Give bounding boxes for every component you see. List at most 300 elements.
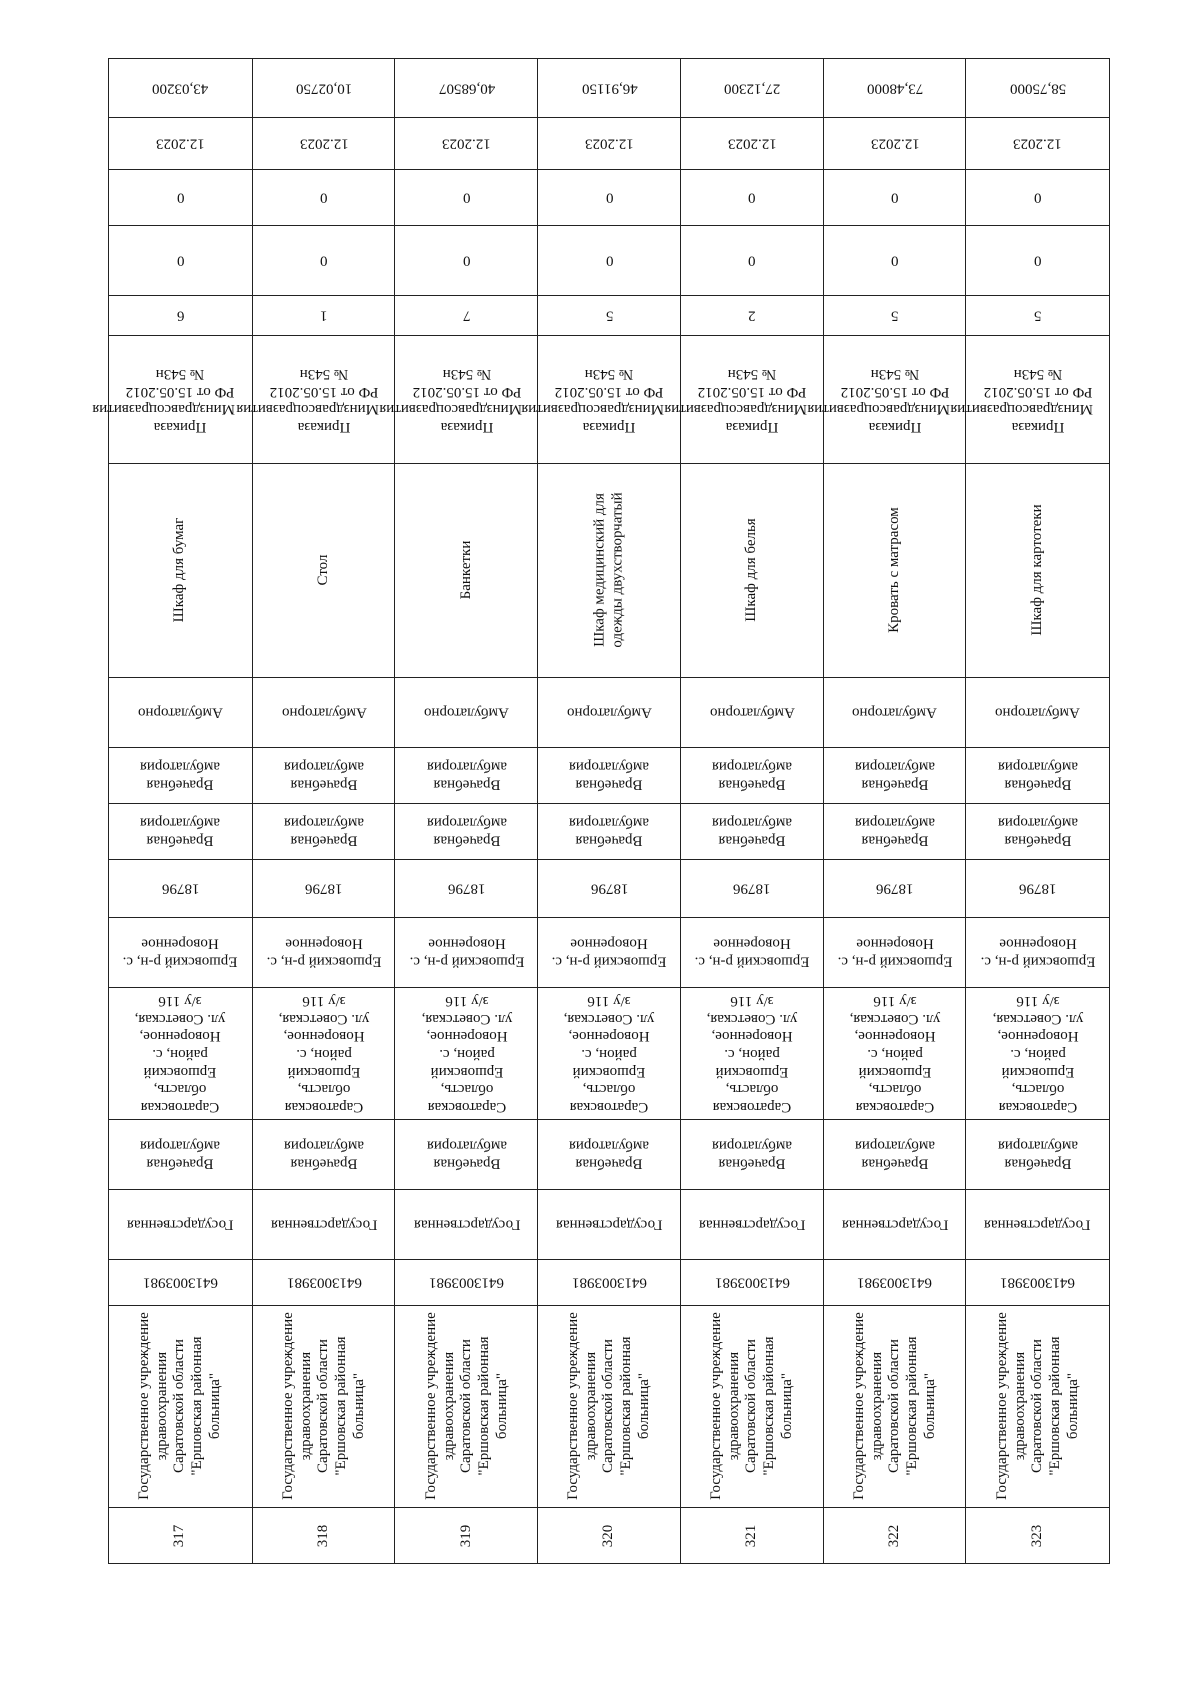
cell-text-c2: 0 xyxy=(1033,252,1042,269)
cell-code xyxy=(681,859,824,917)
cell-text-form: Государственная xyxy=(270,1216,378,1233)
cell-equipment xyxy=(966,463,1109,677)
cell-qty xyxy=(395,295,538,335)
table-row xyxy=(949,59,1109,1563)
row-divider xyxy=(253,463,396,464)
row-divider xyxy=(824,1259,967,1260)
cell-text-inn: 6413003981 xyxy=(142,1274,218,1291)
cell-care xyxy=(824,677,967,747)
row-divider xyxy=(538,1507,681,1508)
cell-text-district: Ершовский р-н, с. Новоренное xyxy=(837,936,953,970)
cell-text-subdiv2: Врачебная амбулатория xyxy=(997,759,1078,793)
cell-text-c2: 0 xyxy=(605,252,614,269)
row-divider xyxy=(538,677,681,678)
table-row xyxy=(807,59,967,1563)
row-divider xyxy=(109,169,252,170)
cell-org xyxy=(395,1305,538,1507)
cell-num xyxy=(824,1507,967,1565)
row-divider xyxy=(824,747,967,748)
cell-text-org: Государственное учреждение здравоохранения Саратовской области "Ершовская районная больница" xyxy=(565,1312,653,1500)
row-divider xyxy=(109,1507,252,1508)
cell-subdiv xyxy=(681,803,824,859)
cell-text-form: Государственная xyxy=(127,1216,234,1233)
cell-code xyxy=(395,859,538,917)
row-divider xyxy=(395,295,538,296)
cell-text-date: 12.2023 xyxy=(299,135,349,152)
row-divider xyxy=(395,987,538,988)
cell-text-num: 322 xyxy=(886,1524,903,1548)
cell-text-amount: 58,75000 xyxy=(1009,80,1066,97)
cell-text-num: 323 xyxy=(1028,1524,1045,1548)
cell-text-c2: 0 xyxy=(463,252,471,269)
cell-date xyxy=(253,117,396,169)
cell-org xyxy=(966,1305,1109,1507)
row-divider xyxy=(966,747,1109,748)
cell-text-subdiv: Врачебная амбулатория xyxy=(426,815,507,849)
cell-type xyxy=(253,1119,396,1189)
table-row xyxy=(236,59,396,1563)
row-divider xyxy=(681,117,824,118)
cell-text-subdiv2: Врачебная амбулатория xyxy=(140,759,221,793)
cell-care xyxy=(253,677,396,747)
cell-num xyxy=(966,1507,1109,1565)
cell-c2 xyxy=(824,225,967,295)
row-divider xyxy=(109,117,252,118)
cell-text-equipment: Кровать с матрасом xyxy=(886,507,903,633)
cell-form xyxy=(966,1189,1109,1259)
row-divider xyxy=(681,917,824,918)
row-divider xyxy=(395,335,538,336)
cell-equipment xyxy=(253,463,396,677)
row-divider xyxy=(109,859,252,860)
cell-inn xyxy=(824,1259,967,1305)
row-divider xyxy=(538,1189,681,1190)
cell-text-date: 12.2023 xyxy=(1013,135,1062,152)
cell-amount xyxy=(538,59,681,117)
cell-text-subdiv2: Врачебная амбулатория xyxy=(284,759,365,793)
cell-org xyxy=(253,1305,396,1507)
row-divider xyxy=(824,225,967,226)
row-divider xyxy=(824,463,967,464)
cell-text-care: Амбулаторно xyxy=(281,704,367,721)
cell-text-org: Государственное учреждение здравоохранения Саратовской области "Ершовская районная больница" xyxy=(707,1312,795,1500)
cell-care xyxy=(395,677,538,747)
cell-text-form: Государственная xyxy=(984,1216,1091,1233)
cell-care xyxy=(538,677,681,747)
row-divider xyxy=(109,295,252,296)
cell-text-c2: 0 xyxy=(891,252,899,269)
cell-text-org: Государственное учреждение здравоохранения Саратовской области "Ершовская районная больница" xyxy=(136,1312,223,1500)
row-divider xyxy=(538,859,681,860)
row-divider xyxy=(395,463,538,464)
cell-subdiv2 xyxy=(395,747,538,803)
cell-text-equipment: Шкаф медицинский для одежды двухстворчатый xyxy=(591,492,626,648)
cell-equipment xyxy=(395,463,538,677)
cell-form xyxy=(253,1189,396,1259)
row-divider xyxy=(681,1189,824,1190)
cell-text-c1: 0 xyxy=(748,189,756,206)
row-divider xyxy=(824,335,967,336)
cell-text-qty: 2 xyxy=(748,307,756,324)
cell-qty xyxy=(966,295,1109,335)
cell-address xyxy=(681,987,824,1119)
row-divider xyxy=(253,169,396,170)
cell-text-subdiv: Врачебная амбулатория xyxy=(569,815,650,849)
row-divider xyxy=(824,803,967,804)
cell-text-amount: 40,68507 xyxy=(438,80,495,97)
row-divider xyxy=(253,677,396,678)
table-row xyxy=(521,59,681,1563)
row-divider xyxy=(395,1507,538,1508)
cell-c1 xyxy=(538,169,681,225)
cell-subdiv2 xyxy=(824,747,967,803)
cell-text-subdiv2: Врачебная амбулатория xyxy=(712,759,793,793)
table-row xyxy=(379,59,538,1563)
cell-text-address: Саратовская область, Ершовский район, с. Новоренное, ул. Советская, з/у 116 xyxy=(564,992,655,1115)
cell-org xyxy=(824,1305,967,1507)
row-divider xyxy=(109,225,252,226)
cell-text-org: Государственное учреждение здравоохранения Саратовской области "Ершовская районная больница" xyxy=(850,1312,938,1500)
cell-text-subdiv: Врачебная амбулатория xyxy=(140,815,221,849)
cell-text-type: Врачебная амбулатория xyxy=(712,1138,793,1172)
row-divider xyxy=(966,295,1109,296)
cell-care xyxy=(681,677,824,747)
cell-district xyxy=(395,917,538,987)
cell-text-org: Государственное учреждение здравоохранения Саратовской области "Ершовская районная больница" xyxy=(279,1312,367,1500)
cell-subdiv xyxy=(253,803,396,859)
cell-text-code: 18796 xyxy=(161,880,200,897)
cell-date xyxy=(824,117,967,169)
row-divider xyxy=(824,917,967,918)
cell-org xyxy=(109,1305,252,1507)
cell-text-c2: 0 xyxy=(176,252,185,269)
cell-address xyxy=(538,987,681,1119)
row-divider xyxy=(253,917,396,918)
cell-text-org: Государственное учреждение здравоохранения Саратовской области "Ершовская районная больница" xyxy=(422,1312,510,1500)
cell-text-date: 12.2023 xyxy=(585,135,634,152)
row-divider xyxy=(253,225,396,226)
row-divider xyxy=(395,1119,538,1120)
cell-subdiv2 xyxy=(538,747,681,803)
cell-num xyxy=(253,1507,396,1565)
cell-c2 xyxy=(538,225,681,295)
cell-address xyxy=(253,987,396,1119)
cell-text-qty: 5 xyxy=(1033,307,1042,324)
row-divider xyxy=(681,1305,824,1306)
cell-text-form: Государственная xyxy=(841,1216,949,1233)
cell-subdiv xyxy=(824,803,967,859)
cell-code xyxy=(253,859,396,917)
cell-type xyxy=(966,1119,1109,1189)
cell-text-care: Амбулаторно xyxy=(852,704,938,721)
cell-date xyxy=(966,117,1109,169)
row-divider xyxy=(395,1305,538,1306)
cell-qty xyxy=(253,295,396,335)
cell-text-amount: 73,48000 xyxy=(866,80,924,97)
cell-text-qty: 7 xyxy=(463,307,471,324)
cell-text-type: Врачебная амбулатория xyxy=(569,1138,650,1172)
row-divider xyxy=(681,859,824,860)
cell-text-inn: 6413003981 xyxy=(1000,1274,1076,1291)
cell-text-amount: 27,12300 xyxy=(724,80,781,97)
row-divider xyxy=(966,335,1109,336)
cell-subdiv xyxy=(109,803,252,859)
cell-c2 xyxy=(395,225,538,295)
cell-text-equipment: Шкаф для бумаг xyxy=(171,517,188,623)
cell-text-c1: 0 xyxy=(1033,189,1042,206)
cell-text-basis: Приказа Минздравсоцразвития РФ от 15.05.2012 № 543н xyxy=(236,365,380,435)
row-divider xyxy=(966,1189,1109,1190)
cell-amount xyxy=(109,59,252,117)
cell-form xyxy=(824,1189,967,1259)
cell-c1 xyxy=(824,169,967,225)
row-divider xyxy=(538,747,681,748)
cell-text-org: Государственное учреждение здравоохранения Саратовской области "Ершовская районная больница" xyxy=(993,1312,1081,1500)
cell-c2 xyxy=(253,225,396,295)
cell-num xyxy=(538,1507,681,1565)
cell-subdiv xyxy=(966,803,1109,859)
row-divider xyxy=(109,463,252,464)
cell-date xyxy=(538,117,681,169)
cell-text-basis: Приказа Минздравсоцразвития РФ от 15.05.2012 № 543н xyxy=(379,365,522,435)
table-row xyxy=(92,59,252,1563)
cell-district xyxy=(966,917,1109,987)
cell-equipment xyxy=(538,463,681,677)
cell-text-basis: Приказа Минздравсоцразвития РФ от 15.05.2012 № 543н xyxy=(92,365,236,435)
cell-type xyxy=(824,1119,967,1189)
cell-text-form: Государственная xyxy=(556,1216,663,1233)
cell-basis xyxy=(236,335,396,463)
cell-text-num: 317 xyxy=(171,1524,188,1548)
cell-c2 xyxy=(681,225,824,295)
row-divider xyxy=(395,747,538,748)
row-divider xyxy=(395,1259,538,1260)
cell-text-code: 18796 xyxy=(733,880,771,897)
row-divider xyxy=(253,803,396,804)
cell-text-address: Саратовская область, Ершовский район, с. Новоренное, ул. Советская, з/у 116 xyxy=(849,992,941,1115)
cell-text-care: Амбулаторно xyxy=(137,704,223,721)
cell-text-basis: Приказа Минздравсоцразвития РФ от 15.05.2012 № 543н xyxy=(664,365,808,435)
cell-code xyxy=(538,859,681,917)
row-divider xyxy=(824,1119,967,1120)
row-divider xyxy=(824,169,967,170)
row-divider xyxy=(395,677,538,678)
cell-code xyxy=(824,859,967,917)
row-divider xyxy=(681,1259,824,1260)
row-divider xyxy=(538,917,681,918)
row-divider xyxy=(966,1119,1109,1120)
row-divider xyxy=(824,1507,967,1508)
row-divider xyxy=(824,677,967,678)
cell-text-inn: 6413003981 xyxy=(714,1274,790,1291)
cell-text-equipment: Шкаф для картотеки xyxy=(1028,504,1045,636)
cell-amount xyxy=(395,59,538,117)
cell-address xyxy=(966,987,1109,1119)
cell-code xyxy=(109,859,252,917)
row-divider xyxy=(681,747,824,748)
cell-text-amount: 46,91150 xyxy=(581,80,638,97)
cell-text-code: 18796 xyxy=(876,880,914,897)
row-divider xyxy=(538,803,681,804)
cell-text-code: 18796 xyxy=(1018,880,1057,897)
cell-text-equipment: Стол xyxy=(315,554,332,586)
cell-text-subdiv: Врачебная амбулатория xyxy=(997,815,1078,849)
cell-care xyxy=(966,677,1109,747)
row-divider xyxy=(253,117,396,118)
row-divider xyxy=(824,1305,967,1306)
cell-address xyxy=(824,987,967,1119)
cell-amount xyxy=(966,59,1109,117)
row-divider xyxy=(538,295,681,296)
row-divider xyxy=(966,1507,1109,1508)
cell-text-care: Амбулаторно xyxy=(709,704,795,721)
cell-text-c1: 0 xyxy=(891,189,899,206)
row-divider xyxy=(109,1119,252,1120)
row-divider xyxy=(109,747,252,748)
cell-form xyxy=(395,1189,538,1259)
cell-text-care: Амбулаторно xyxy=(424,704,510,721)
row-divider xyxy=(966,225,1109,226)
table-row xyxy=(664,59,824,1563)
row-divider xyxy=(538,225,681,226)
row-divider xyxy=(538,1305,681,1306)
cell-text-form: Государственная xyxy=(698,1216,806,1233)
row-divider xyxy=(253,1119,396,1120)
cell-text-date: 12.2023 xyxy=(727,135,777,152)
cell-text-district: Ершовский р-н, с. Новоренное xyxy=(552,936,667,970)
cell-text-type: Врачебная амбулатория xyxy=(284,1138,365,1172)
cell-c1 xyxy=(966,169,1109,225)
row-divider xyxy=(109,1305,252,1306)
row-divider xyxy=(538,169,681,170)
cell-text-district: Ершовский р-н, с. Новоренное xyxy=(694,936,810,970)
cell-text-inn: 6413003981 xyxy=(571,1274,647,1291)
cell-form xyxy=(109,1189,252,1259)
cell-c1 xyxy=(681,169,824,225)
cell-c2 xyxy=(109,225,252,295)
row-divider xyxy=(395,1189,538,1190)
cell-amount xyxy=(681,59,824,117)
row-divider xyxy=(966,117,1109,118)
cell-code xyxy=(966,859,1109,917)
cell-text-qty: 1 xyxy=(320,307,328,324)
row-divider xyxy=(395,803,538,804)
row-divider xyxy=(253,747,396,748)
cell-form xyxy=(538,1189,681,1259)
cell-text-district: Ершовский р-н, с. Новоренное xyxy=(122,936,238,970)
cell-text-address: Саратовская область, Ершовский район, с. Новоренное, ул. Советская, з/у 116 xyxy=(706,992,798,1115)
cell-num xyxy=(395,1507,538,1565)
row-divider xyxy=(681,295,824,296)
cell-text-form: Государственная xyxy=(413,1216,521,1233)
cell-basis xyxy=(807,335,967,463)
cell-subdiv2 xyxy=(109,747,252,803)
cell-inn xyxy=(395,1259,538,1305)
cell-text-district: Ершовский р-н, с. Новоренное xyxy=(980,936,1096,970)
cell-num xyxy=(109,1507,252,1565)
cell-text-subdiv: Врачебная амбулатория xyxy=(712,815,793,849)
row-divider xyxy=(109,803,252,804)
cell-form xyxy=(681,1189,824,1259)
cell-text-type: Врачебная амбулатория xyxy=(854,1138,935,1172)
cell-text-type: Врачебная амбулатория xyxy=(997,1138,1078,1172)
cell-address xyxy=(395,987,538,1119)
cell-qty xyxy=(824,295,967,335)
cell-text-inn: 6413003981 xyxy=(286,1274,362,1291)
cell-org xyxy=(538,1305,681,1507)
row-divider xyxy=(109,677,252,678)
cell-text-amount: 43,03200 xyxy=(152,80,209,97)
cell-equipment xyxy=(681,463,824,677)
row-divider xyxy=(681,987,824,988)
cell-inn xyxy=(109,1259,252,1305)
cell-text-inn: 6413003981 xyxy=(429,1274,505,1291)
cell-text-address: Саратовская область, Ершовский район, с. Новоренное, ул. Советская, з/у 116 xyxy=(421,992,513,1115)
cell-text-equipment: Шкаф для белья xyxy=(743,518,760,622)
cell-district xyxy=(538,917,681,987)
row-divider xyxy=(538,463,681,464)
row-divider xyxy=(395,117,538,118)
cell-type xyxy=(395,1119,538,1189)
row-divider xyxy=(966,169,1109,170)
cell-qty xyxy=(109,295,252,335)
row-divider xyxy=(395,917,538,918)
cell-qty xyxy=(681,295,824,335)
row-divider xyxy=(253,859,396,860)
cell-inn xyxy=(538,1259,681,1305)
cell-text-c1: 0 xyxy=(605,189,614,206)
cell-text-num: 321 xyxy=(743,1524,760,1548)
row-divider xyxy=(538,1119,681,1120)
row-divider xyxy=(253,335,396,336)
cell-care xyxy=(109,677,252,747)
cell-text-subdiv2: Врачебная амбулатория xyxy=(426,759,507,793)
cell-text-date: 12.2023 xyxy=(155,135,205,152)
cell-text-subdiv2: Врачебная амбулатория xyxy=(569,759,650,793)
row-divider xyxy=(681,1119,824,1120)
row-divider xyxy=(681,677,824,678)
cell-text-num: 318 xyxy=(315,1524,332,1548)
cell-text-code: 18796 xyxy=(448,880,486,897)
cell-text-district: Ершовский р-н, с. Новоренное xyxy=(266,936,382,970)
row-divider xyxy=(253,1189,396,1190)
cell-text-num: 320 xyxy=(600,1524,617,1548)
cell-type xyxy=(538,1119,681,1189)
cell-inn xyxy=(966,1259,1109,1305)
row-divider xyxy=(966,917,1109,918)
row-divider xyxy=(253,987,396,988)
cell-text-subdiv2: Врачебная амбулатория xyxy=(854,759,935,793)
row-divider xyxy=(966,463,1109,464)
cell-text-amount: 10,02750 xyxy=(295,80,353,97)
cell-text-date: 12.2023 xyxy=(442,135,492,152)
cell-text-code: 18796 xyxy=(590,880,629,897)
cell-amount xyxy=(824,59,967,117)
cell-text-c1: 0 xyxy=(463,189,471,206)
cell-basis xyxy=(949,335,1109,463)
row-divider xyxy=(538,987,681,988)
cell-basis xyxy=(664,335,824,463)
cell-text-date: 12.2023 xyxy=(870,135,920,152)
cell-text-care: Амбулаторно xyxy=(995,704,1081,721)
cell-basis xyxy=(92,335,252,463)
cell-c2 xyxy=(966,225,1109,295)
row-divider xyxy=(966,987,1109,988)
row-divider xyxy=(966,677,1109,678)
row-divider xyxy=(253,1507,396,1508)
row-divider xyxy=(538,335,681,336)
cell-c1 xyxy=(109,169,252,225)
